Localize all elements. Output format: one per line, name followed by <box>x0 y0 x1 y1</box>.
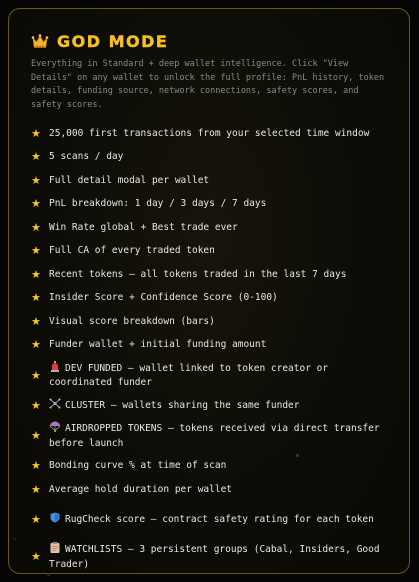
star-icon: ★ <box>31 398 41 412</box>
feature-text: Full detail modal per wallet <box>49 174 210 186</box>
feature-body <box>49 197 391 212</box>
decorative-dot <box>14 538 16 540</box>
feature-text: Funder wallet + initial funding amount <box>49 339 267 350</box>
star-icon: ★ <box>31 126 41 140</box>
feature-text: Bonding curve % at time of scan <box>49 460 227 471</box>
star-icon: ★ <box>31 150 41 164</box>
feature-text: DEV FUNDED — wallet linked to token creator or coordinated funder <box>49 362 329 388</box>
feature-item <box>31 216 391 240</box>
feature-text: PnL breakdown: 1 day / 3 days / 7 days <box>49 198 267 209</box>
feature-body <box>49 268 391 283</box>
feature-item <box>31 169 391 193</box>
feature-text: RugCheck score — contract safety rating for each token <box>65 514 374 526</box>
feature-item <box>31 334 391 358</box>
feature-item <box>31 146 391 170</box>
feature-body <box>49 127 391 142</box>
feature-body <box>49 361 391 391</box>
feature-body <box>49 398 391 414</box>
feature-body <box>49 244 391 259</box>
feature-list <box>31 122 391 574</box>
feature-text: CLUSTER — wallets sharing the same funder <box>65 400 300 411</box>
feature-item <box>31 263 391 287</box>
star-icon: ★ <box>31 244 41 258</box>
feature-item <box>31 418 391 455</box>
feature-item <box>31 394 391 418</box>
god-mode-card <box>8 8 410 574</box>
feature-text: Full CA of every traded token <box>49 245 215 256</box>
star-icon: ★ <box>31 550 41 563</box>
card-title: GOD MODE <box>57 31 169 51</box>
feature-item <box>31 478 391 502</box>
star-icon: ★ <box>31 482 41 496</box>
siren-icon <box>49 361 61 372</box>
clipboard-icon <box>49 542 61 553</box>
feature-item <box>31 455 391 479</box>
star-icon: ★ <box>31 291 41 305</box>
feature-text: WATCHLISTS — 3 persistent groups (Cabal, Insiders, Good Trader) <box>49 544 380 570</box>
star-icon: ★ <box>31 513 41 526</box>
network-icon <box>49 398 61 409</box>
feature-body <box>49 542 391 572</box>
star-icon: ★ <box>31 267 41 281</box>
star-icon: ★ <box>31 173 41 187</box>
card-header <box>31 29 391 53</box>
star-icon: ★ <box>31 197 41 211</box>
feature-item <box>31 193 391 217</box>
feature-body <box>49 221 391 236</box>
parachute-icon <box>49 421 61 432</box>
feature-item <box>31 287 391 311</box>
feature-item <box>31 310 391 334</box>
feature-item <box>31 357 391 394</box>
feature-body <box>49 483 391 498</box>
feature-item <box>31 502 391 539</box>
feature-text: Insider Score + Confidence Score (0-100) <box>49 292 278 303</box>
feature-body <box>49 150 391 165</box>
feature-text: Visual score breakdown (bars) <box>49 315 215 327</box>
feature-text: Recent tokens — all tokens traded in the last 7 days <box>49 268 347 280</box>
star-icon: ★ <box>31 429 41 442</box>
feature-item <box>31 122 391 146</box>
feature-text: AIRDROPPED TOKENS — tokens received via direct transfer before launch <box>49 423 380 449</box>
star-icon: ★ <box>31 314 41 328</box>
feature-item <box>31 539 391 575</box>
shield-icon <box>49 512 61 523</box>
feature-text: 25,000 first transactions from your selected time window <box>49 127 370 139</box>
feature-body <box>49 291 391 306</box>
crown-icon <box>31 33 49 49</box>
star-icon: ★ <box>31 368 41 382</box>
star-icon: ★ <box>31 220 41 234</box>
decorative-dot <box>47 573 50 576</box>
star-icon: ★ <box>31 459 41 473</box>
feature-text: Average hold duration per wallet <box>49 483 233 495</box>
card-description: Everything in Standard + deep wallet intelligence. Click "View Details" on any wallet to unlock the full profile: PnL history, token details, funding source, network connections, safety scores, and safety scores. <box>31 59 385 110</box>
feature-text: 5 scans / day <box>49 151 124 162</box>
decorative-dot <box>296 454 299 457</box>
feature-item <box>31 240 391 264</box>
feature-body <box>49 315 391 330</box>
feature-body <box>49 459 391 474</box>
feature-body <box>49 512 391 528</box>
feature-body <box>49 421 391 451</box>
star-icon: ★ <box>31 338 41 352</box>
feature-text: Win Rate global + Best trade ever <box>49 221 238 233</box>
feature-body <box>49 174 391 189</box>
feature-body <box>49 338 391 353</box>
